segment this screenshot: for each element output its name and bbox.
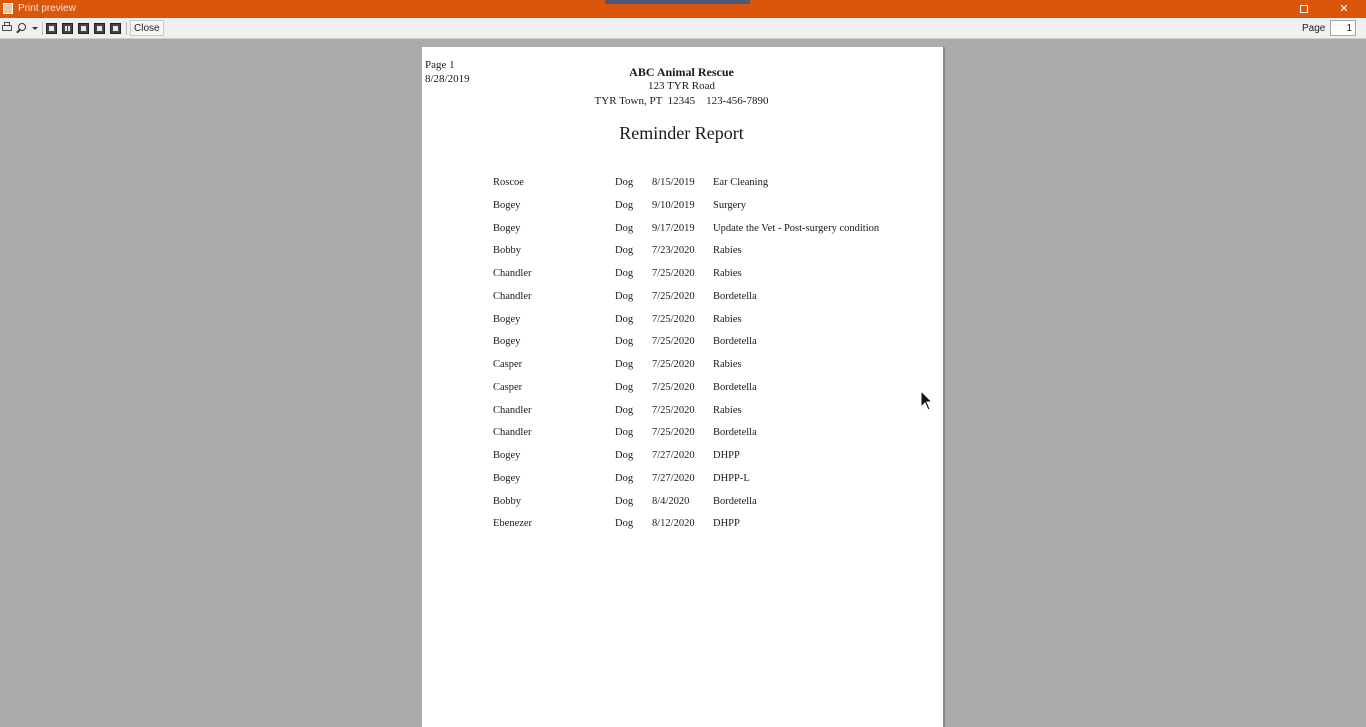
reminder-description: Rabies [713,313,742,325]
title-bar-tab-indicator [605,0,750,4]
toolbar-separator [42,22,43,35]
reminder-description: Bordetella [713,381,757,393]
table-row [422,243,943,259]
pet-name: Chandler [493,290,532,302]
report-page [422,47,943,727]
close-icon[interactable]: ✕ [1339,3,1349,15]
species: Dog [615,268,634,279]
preview-toolbar [0,18,1366,39]
table-row [422,403,943,419]
reminder-date: 8/4/2020 [652,495,690,507]
species: Dog [615,427,634,439]
mouse-pointer-icon [920,390,934,412]
reminder-description: Update the Vet - Post-surgery condition [713,222,880,234]
table-row [422,289,943,305]
reminder-description: Rabies [713,359,742,370]
pet-name: Bobby [493,245,522,257]
pet-name: Ebenezer [493,518,533,530]
reminder-date: 9/10/2019 [652,199,695,211]
reminder-date: 7/25/2020 [652,268,695,279]
reminder-description: Ear Cleaning [713,177,769,188]
three-pages-icon[interactable] [78,23,89,34]
species: Dog [615,404,634,416]
reminder-description: Bordetella [713,427,757,439]
pet-name: Bogey [493,313,521,325]
reminder-date: 7/25/2020 [652,290,695,302]
toolbar-separator [126,22,127,35]
species: Dog [615,359,634,370]
pet-name: Bogey [493,450,521,461]
pet-name: Bogey [493,222,521,234]
page-number-input[interactable] [1330,20,1356,36]
pet-name: Chandler [493,404,532,416]
restore-icon[interactable] [1294,1,1314,17]
pet-name: Bogey [493,199,521,211]
printer-icon[interactable] [1,21,14,36]
species: Dog [615,222,634,234]
species: Dog [615,518,634,530]
reminder-description: DHPP [713,518,740,530]
address-line-2: TYR Town, PT 12345 123-456-7890 [594,95,769,107]
reminder-description: DHPP-L [713,472,750,484]
table-row [422,471,943,487]
table-row [422,312,943,328]
table-row [422,175,943,191]
table-row [422,221,943,237]
reminder-date: 7/25/2020 [652,381,695,393]
pet-name: Bobby [493,495,522,507]
reminder-date: 7/27/2020 [652,472,695,484]
species: Dog [615,245,634,257]
page-label: Page [1302,23,1326,34]
reminder-date: 7/25/2020 [652,359,695,370]
chevron-down-icon [32,27,38,30]
species: Dog [615,177,634,188]
reminder-description: DHPP [713,450,740,461]
table-row [422,357,943,373]
magnifier-icon[interactable] [15,21,39,36]
report-title: Reminder Report [619,123,744,143]
window-title: Print preview [18,3,76,14]
pet-name: Casper [493,359,523,370]
reminder-date: 7/23/2020 [652,245,695,257]
six-pages-icon[interactable] [110,23,121,34]
reminder-date: 8/12/2020 [652,518,695,530]
address-line-1: 123 TYR Road [647,80,716,92]
pet-name: Casper [493,381,523,393]
pet-name: Bogey [493,336,521,348]
reminder-description: Bordetella [713,495,757,507]
reminder-date: 7/25/2020 [652,404,695,416]
pet-name: Bogey [493,472,521,484]
table-row [422,334,943,350]
reminder-description: Bordetella [713,336,757,348]
reminder-date: 7/25/2020 [652,427,695,439]
table-row [422,266,943,282]
organization-name: ABC Animal Rescue [629,65,734,79]
reminder-date: 9/17/2019 [652,222,695,234]
species: Dog [615,290,634,302]
table-row [422,448,943,464]
reminder-date: 7/25/2020 [652,313,695,325]
table-row [422,425,943,441]
app-icon [3,3,13,14]
species: Dog [615,199,634,211]
pet-name: Chandler [493,268,532,279]
pet-name: Chandler [493,427,532,439]
table-row [422,198,943,214]
one-page-icon[interactable] [46,23,57,34]
reminder-description: Surgery [713,199,747,211]
reminder-date: 8/15/2019 [652,177,695,188]
reminder-date: 7/27/2020 [652,450,695,461]
four-pages-icon[interactable] [94,23,105,34]
two-pages-icon[interactable] [62,23,73,34]
table-row [422,380,943,396]
reminder-description: Rabies [713,268,742,279]
pet-name: Roscoe [493,177,524,188]
reminder-description: Rabies [713,404,742,416]
species: Dog [615,450,634,461]
table-row [422,494,943,510]
window-title-bar [0,0,1366,18]
species: Dog [615,381,634,393]
reminder-description: Rabies [713,245,742,257]
table-row [422,516,943,532]
page-number: Page 1 [425,59,455,71]
species: Dog [615,472,634,484]
species: Dog [615,495,634,507]
close-button[interactable]: Close [130,20,164,36]
reminder-description: Bordetella [713,290,757,302]
reminder-date: 7/25/2020 [652,336,695,348]
species: Dog [615,336,634,348]
print-date: 8/28/2019 [425,73,470,85]
species: Dog [615,313,634,325]
